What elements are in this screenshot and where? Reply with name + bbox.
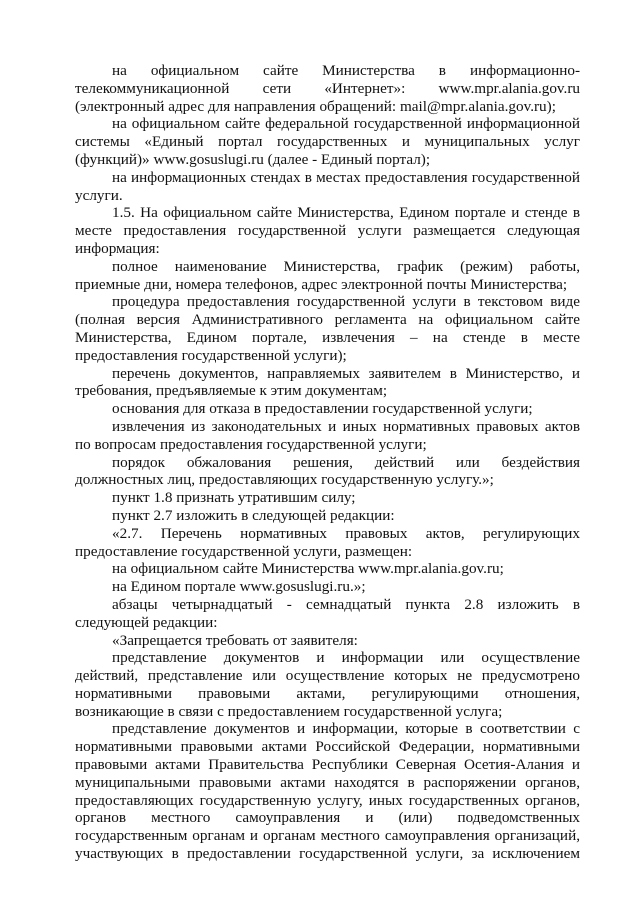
paragraph-docs-actions: представление документов и информации или осуществление действий, представление или осуществление которых не предусмотрено нормативными правовыми актами, регулирующими отношения, возникающие в связи с предоставлением государственной услуга;	[75, 649, 580, 720]
paragraph-documents-list: перечень документов, направляемых заявителем в Министерство, и требования, предъявляемые к этим документам;	[75, 364, 580, 400]
paragraph-ministry-name: полное наименование Министерства, график (режим) работы, приемные дни, номера телефонов, адрес электронной почты Министерства;	[75, 257, 580, 293]
paragraph-item-1-8: пункт 1.8 признать утратившим силу;	[112, 489, 356, 507]
document-body	[75, 62, 580, 863]
paragraph-official-site: на официальном сайте Министерства в информационно-телекоммуникационной сети «Интернет»: www.mpr.alania.gov.ru (электронный адрес для направления обращений: mail@mpr.alania.gov.ru);	[75, 62, 580, 115]
paragraph-2-8-amend: абзацы четырнадцатый - семнадцатый пункта 2.8 изложить в следующей редакции:	[75, 595, 580, 631]
paragraph-docs-info: представление документов и информации, которые в соответствии с нормативными правовыми актами Российской Федерации, нормативными правовыми актами Правительства Республики Северная Осетия-Алания и муниципальными правовыми актами находятся в распоряжении органов, предоставляющих государственную услугу, иных государственных органов, органов местного самоуправления и (или) подведомственных государственным органам и органам местного самоуправления организаций, участвующих в предоставлении государственной услуги, за исключением	[75, 720, 580, 863]
paragraph-prohibited: «Запрещается требовать от заявителя:	[112, 631, 358, 649]
paragraph-2-7-text: «2.7. Перечень нормативных правовых актов, регулирующих предоставление государственной услуги, размещен:	[75, 524, 580, 560]
paragraph-unified-portal: на официальном сайте федеральной государственной информационной системы «Единый портал государственных и муниципальных услуг (функций)» www.gosuslugi.ru (далее - Единый портал);	[75, 115, 580, 168]
paragraph-portal-site: на Едином портале www.gosuslugi.ru.»;	[112, 578, 366, 596]
paragraph-info-stands: на информационных стендах в местах предоставления государственной услуги.	[75, 168, 580, 204]
paragraph-1-5: 1.5. На официальном сайте Министерства, Едином портале и стенде в месте предоставления государственной услуги размещается следующая информация:	[75, 204, 580, 257]
paragraph-ministry-site: на официальном сайте Министерства www.mpr.alania.gov.ru;	[112, 560, 504, 578]
paragraph-legal-extracts: извлечения из законодательных и иных нормативных правовых актов по вопросам предоставления государственной услуги;	[75, 417, 580, 453]
paragraph-item-2-7: пункт 2.7 изложить в следующей редакции:	[112, 506, 395, 524]
paragraph-refusal-grounds: основания для отказа в предоставлении государственной услуги;	[112, 400, 533, 418]
paragraph-procedure: процедура предоставления государственной услуги в текстовом виде (полная версия Административного регламента на официальном сайте Министерства, Едином портале, извлечения – на стенде в месте предоставления государственной услуги);	[75, 293, 580, 364]
paragraph-appeal-procedure: порядок обжалования решения, действий или бездействия должностных лиц, предоставляющих государственную услугу.»;	[75, 453, 580, 489]
